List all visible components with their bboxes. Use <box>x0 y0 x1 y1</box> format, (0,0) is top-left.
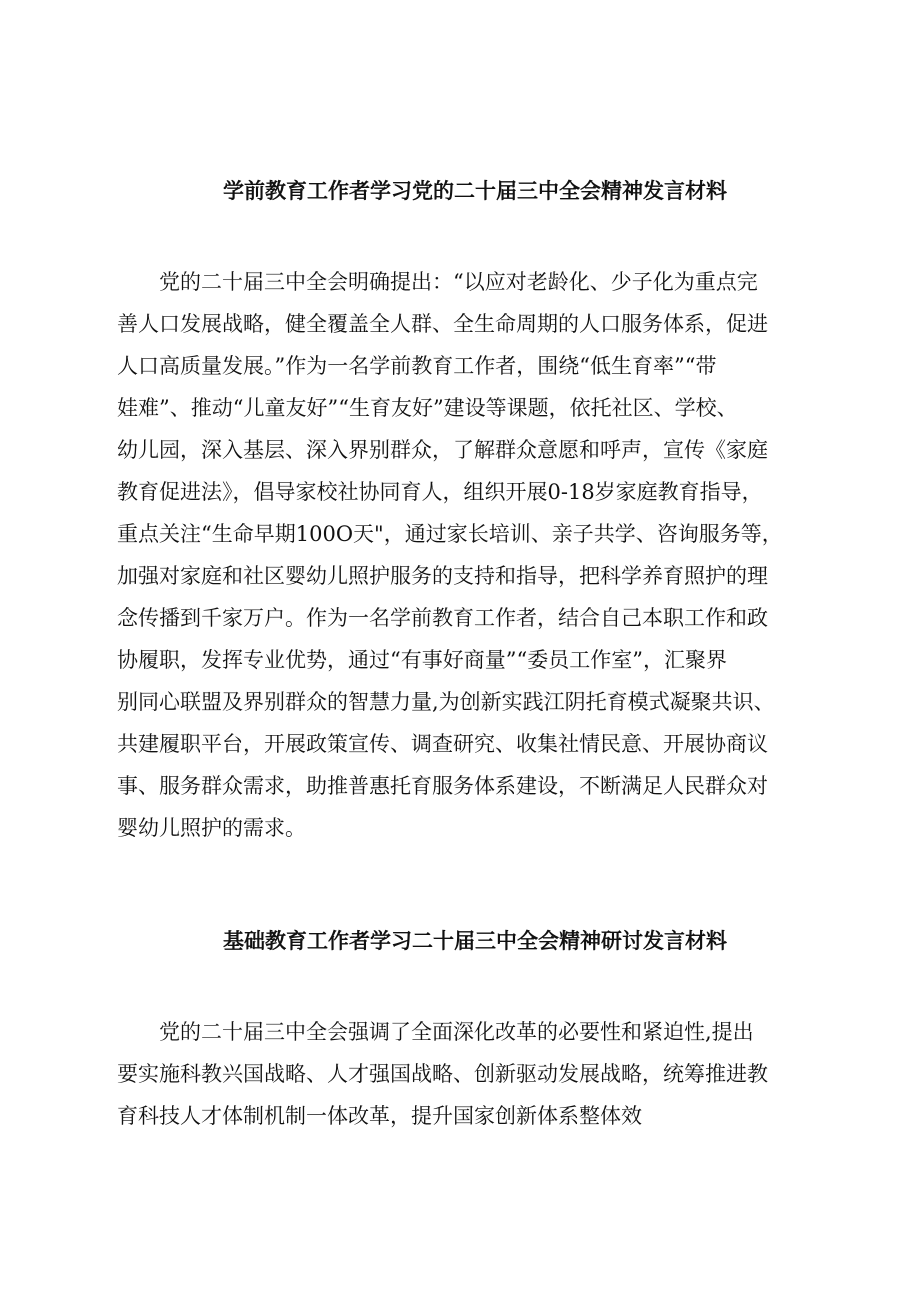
paragraph-line: 婴幼儿照护的需求。 <box>117 816 306 840</box>
paragraph-line: 党的二十届三中全会明确提出：“以应对老龄化、少子化为重点完 <box>117 270 758 294</box>
paragraph-line: 要实施科教兴国战略、人才强国战略、创新驱动发展战略，统筹推进教 <box>117 1062 768 1086</box>
paragraph-line: 协履职，发挥专业优势，通过“有事好商量”“委员工作室”，汇聚界 <box>117 648 727 672</box>
section-title: 基础教育工作者学习二十届三中全会精神研讨发言材料 <box>223 929 727 953</box>
section-paragraph <box>117 1011 837 1137</box>
paragraph-line: 善人口发展战略，健全覆盖全人群、全生命周期的人口服务体系，促进 <box>117 312 768 336</box>
paragraph-line: 重点关注“生命早期100O天"，通过家长培训、亲子共学、咨询服务等， <box>117 522 783 546</box>
paragraph-line: 育科技人才体制机制一体改革，提升国家创新体系整体效 <box>117 1104 642 1128</box>
paragraph-line: 加强对家庭和社区婴幼儿照护服务的支持和指导，把科学养育照护的理 <box>117 564 768 588</box>
paragraph-line: 事、服务群众需求，助推普惠托育服务体系建设，不断满足人民群众对 <box>117 774 768 798</box>
paragraph-line: 幼儿园，深入基层、深入界别群众，了解群众意愿和呼声，宣传《家庭 <box>117 438 768 462</box>
paragraph-line: 别同心联盟及界别群众的智慧力量,为创新实践江阴托育模式凝聚共识、 <box>117 690 775 714</box>
paragraph-line: 党的二十届三中全会强调了全面深化改革的必要性和紧迫性,提出 <box>117 1020 754 1044</box>
paragraph-line: 人口高质量发展。”作为一名学前教育工作者，围绕“低生育率”“带 <box>117 354 717 378</box>
paragraph-line: 教育促进法》，倡导家校社协同育人，组织开展0-18岁家庭教育指导， <box>117 480 763 504</box>
paragraph-line: 念传播到千家万户。作为一名学前教育工作者，结合自己本职工作和政 <box>117 606 768 630</box>
section-paragraph <box>117 261 837 849</box>
section-title: 学前教育工作者学习党的二十届三中全会精神发言材料 <box>223 179 727 203</box>
paragraph-line: 娃难”、推动“儿童友好”“生育友好”建设等课题，依托社区、学校、 <box>117 396 738 420</box>
paragraph-line: 共建履职平台，开展政策宣传、调查研究、收集社情民意、开展协商议 <box>117 732 768 756</box>
